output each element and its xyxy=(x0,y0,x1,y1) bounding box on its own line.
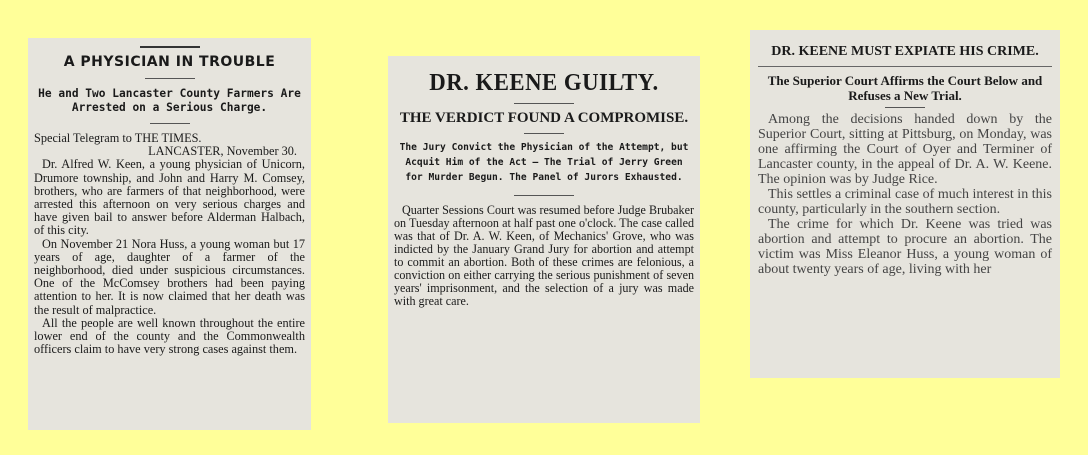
top-rule xyxy=(140,46,200,48)
divider xyxy=(145,78,195,79)
clipping-physician-in-trouble xyxy=(28,38,311,430)
article-body xyxy=(394,204,694,308)
paragraph: On November 21 Nora Huss, a young woman but 17 years of age, daughter of a farmer of the neighborhood, died under suspicious circumstances. One of the McComsey brothers had been paying attention to her. It is now claimed that her death was the result of malpractice. xyxy=(34,236,305,317)
subheadline: THE VERDICT FOUND A COMPROMISE. xyxy=(399,110,689,126)
headline: A PHYSICIAN IN TROUBLE xyxy=(63,54,276,70)
divider xyxy=(524,133,564,134)
subheadline: He and Two Lancaster County Farmers Are Arrested on a Serious Charge. xyxy=(38,87,301,114)
divider xyxy=(150,123,190,124)
headline: DR. KEENE GUILTY. xyxy=(429,70,659,96)
divider xyxy=(514,195,574,196)
paragraph: Dr. Alfred W. Keen, a young physician of Unicorn, Drumore township, and John and Harry M. Comsey, brothers, who are farmers of that neighborhood, were arrested this afternoon on very serious charges and have given bail to answer before Alderman Halbach, of this city. xyxy=(34,157,305,238)
divider xyxy=(758,66,1052,67)
clipping-dr-keene-guilty xyxy=(388,56,700,423)
paragraph: Among the decisions handed down by the Superior Court, sitting at Pittsburg, on Monday, was one affirming the Court of Oyer and Terminer of Lancaster county, in the appeal of Dr. A. W. Keene. The opinion was by Judge Rice. xyxy=(758,112,1052,187)
deck: The Jury Convict the Physician of the Attempt, but Acquit Him of the Act — The Trial of Jerry Green for Murder Begun. The Panel of Jurors Exhausted. xyxy=(399,142,689,183)
headline: DR. KEENE MUST EXPIATE HIS CRIME. xyxy=(771,44,1039,59)
paragraph: The crime for which Dr. Keene was tried was abortion and attempt to procure an abortion. The victim was Miss Eleanor Huss, a young woman of about twenty years of age, living with her xyxy=(758,217,1052,277)
paragraph: This settles a criminal case of much interest in this county, particularly in the southern section. xyxy=(758,187,1052,217)
dateline: LANCASTER, November 30. xyxy=(148,144,297,159)
paragraph: All the people are well known throughout the entire lower end of the county and the Commonwealth officers claim to have very strong cases against them. xyxy=(34,315,305,357)
divider xyxy=(885,107,925,108)
credit-line: Special Telegram to THE TIMES. xyxy=(34,131,202,145)
divider xyxy=(514,103,574,104)
article-body xyxy=(758,112,1052,277)
clipping-keene-must-expiate xyxy=(750,30,1060,378)
subheadline: The Superior Court Affirms the Court Below and Refuses a New Trial. xyxy=(767,73,1043,103)
paragraph: Quarter Sessions Court was resumed before Judge Brubaker on Tuesday afternoon at half past one o'clock. The case called was that of Dr. A. W. Keen, of Mechanics' Grove, who was indicted by the January Grand Jury for abortion and attempt to commit an abortion. Both of these crimes are felonious, a conviction on either carrying the serious punishment of seven years' imprisonment, and the selection of a jury was made with great care. xyxy=(394,203,694,308)
article-body xyxy=(34,132,305,356)
